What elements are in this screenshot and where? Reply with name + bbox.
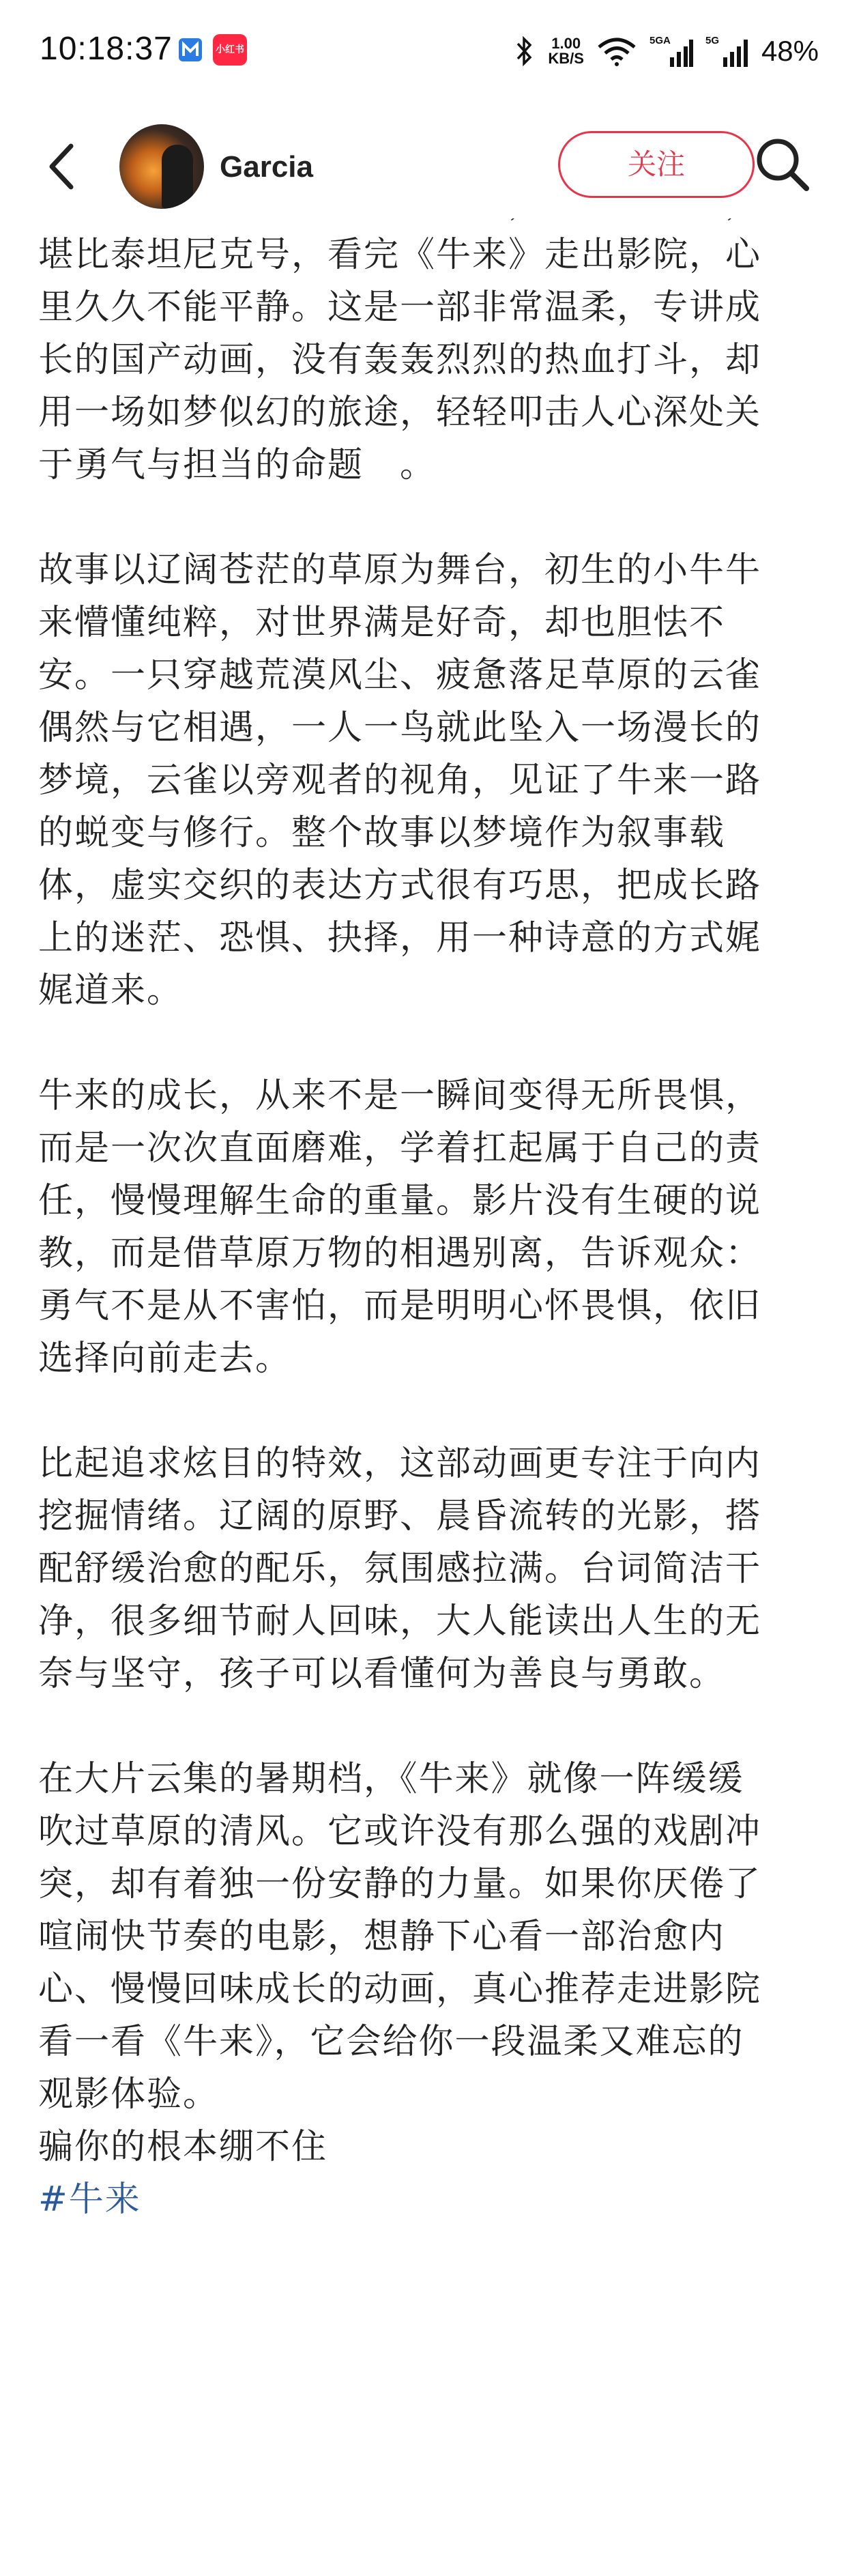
text-line: 奈与坚守，孩子可以看懂何为善良与勇敢。 bbox=[38, 1654, 726, 1694]
text-line: 突，却有着独一份安静的力量。如果你厌倦了 bbox=[38, 1864, 762, 1904]
post-paragraph bbox=[38, 1753, 809, 2226]
battery-level: 48% bbox=[761, 35, 819, 67]
search-icon[interactable] bbox=[750, 132, 813, 195]
text-line: 用一场如梦似幻的旅途，轻轻叩击人心深处关 bbox=[38, 392, 762, 433]
text-line: 长的国产动画，没有轰轰烈烈的热血打斗，却 bbox=[38, 340, 762, 380]
text-line: 比起追求炫目的特效，这部动画更专注于向内 bbox=[38, 1444, 762, 1484]
net-speed-unit: KB/S bbox=[548, 50, 584, 67]
signal-icon-2 bbox=[705, 34, 749, 68]
text-line: 教，而是借草原万物的相遇别离，告诉观众： bbox=[38, 1233, 762, 1274]
follow-button[interactable]: 关注 bbox=[558, 131, 755, 198]
text-line: 娓道来。 bbox=[38, 971, 184, 1011]
post-paragraph bbox=[38, 1437, 809, 1700]
post-header bbox=[0, 116, 846, 218]
text-line: 看一看《牛来》，它会给你一段温柔又难忘的 bbox=[38, 2022, 744, 2062]
hashtag-link[interactable]: #牛来 bbox=[38, 2179, 141, 2220]
text-line: 净，很多细节耐人回味，大人能读出人生的无 bbox=[38, 1601, 762, 1642]
post-paragraph bbox=[38, 1070, 809, 1385]
text-line: 体，虚实交织的表达方式很有巧思，把成长路 bbox=[38, 865, 762, 906]
text-line: 偶然与它相遇，一人一鸟就此坠入一场漫长的 bbox=[38, 708, 762, 748]
text-line: 里久久不能平静。这是一部非常温柔，专讲成 bbox=[38, 287, 762, 328]
text-line: 梦境，云雀以旁观者的视角，见证了牛来一路 bbox=[38, 760, 762, 801]
text-line: 选择向前走去。 bbox=[38, 1339, 292, 1379]
text-line: 堪比泰坦尼克号，看完《牛来》走出影院，心 bbox=[38, 235, 762, 275]
text-line: 的蜕变与修行。整个故事以梦境作为叙事载 bbox=[38, 813, 726, 853]
text-line: 于勇气与担当的命题 。 bbox=[38, 445, 437, 485]
username[interactable]: Garcia bbox=[220, 150, 313, 184]
post-paragraph bbox=[38, 544, 809, 1017]
text-line: 挖掘情绪。辽阔的原野、晨昏流转的光影，搭 bbox=[38, 1496, 762, 1536]
text-line: 骗你的根本绷不住 bbox=[38, 2127, 328, 2167]
wifi-icon bbox=[596, 36, 637, 66]
bluetooth-icon bbox=[514, 34, 536, 68]
text-line: 观影体验。 bbox=[38, 2074, 220, 2115]
text-line: 安。一只穿越荒漠风尘、疲惫落足草原的云雀 bbox=[38, 655, 762, 696]
status-time: 10:18:37 bbox=[40, 31, 173, 67]
text-line: 心、慢慢回味成长的动画，真心推荐走进影院 bbox=[38, 1969, 762, 2009]
xiaohongshu-badge: 小红书 bbox=[213, 34, 247, 66]
text-line: 勇气不是从不害怕，而是明明心怀畏惧，依旧 bbox=[38, 1286, 762, 1326]
svg-text:5G: 5G bbox=[705, 35, 719, 46]
text-line: 故事以辽阔苍茫的草原为舞台，初生的小牛牛 bbox=[38, 550, 762, 590]
text-line: 配舒缓治愈的配乐，氛围感拉满。台词简洁干 bbox=[38, 1549, 762, 1589]
signal-icon bbox=[650, 34, 693, 68]
text-line: 上的迷茫、恐惧、抉择，用一种诗意的方式娓 bbox=[38, 918, 762, 958]
status-bar bbox=[0, 0, 846, 102]
text-line: 而是一次次直面磨难，学着扛起属于自己的责 bbox=[38, 1128, 762, 1169]
svg-text:5GA: 5GA bbox=[649, 35, 671, 46]
text-line: 任，慢慢理解生命的重量。影片没有生硬的说 bbox=[38, 1181, 762, 1221]
post-paragraph bbox=[38, 176, 809, 491]
post-body bbox=[38, 218, 809, 2226]
app-m-icon bbox=[179, 38, 202, 61]
text-line: 喧闹快节奏的电影，想静下心看一部治愈内 bbox=[38, 1917, 726, 1957]
text-line: 牛来的成长，从来不是一瞬间变得无所畏惧， bbox=[38, 1076, 762, 1116]
avatar[interactable] bbox=[119, 124, 204, 209]
text-line: 来懵懂纯粹，对世界满是好奇，却也胆怯不 bbox=[38, 603, 726, 643]
net-speed-value: 1.00 bbox=[551, 35, 581, 52]
back-arrow-icon[interactable] bbox=[41, 139, 82, 194]
status-right bbox=[514, 27, 819, 75]
net-speed bbox=[548, 36, 584, 66]
text-line: 在大片云集的暑期档，《牛来》就像一阵缓缓 bbox=[38, 1759, 744, 1799]
text-line: 吹过草原的清风。它或许没有那么强的戏剧冲 bbox=[38, 1812, 762, 1852]
